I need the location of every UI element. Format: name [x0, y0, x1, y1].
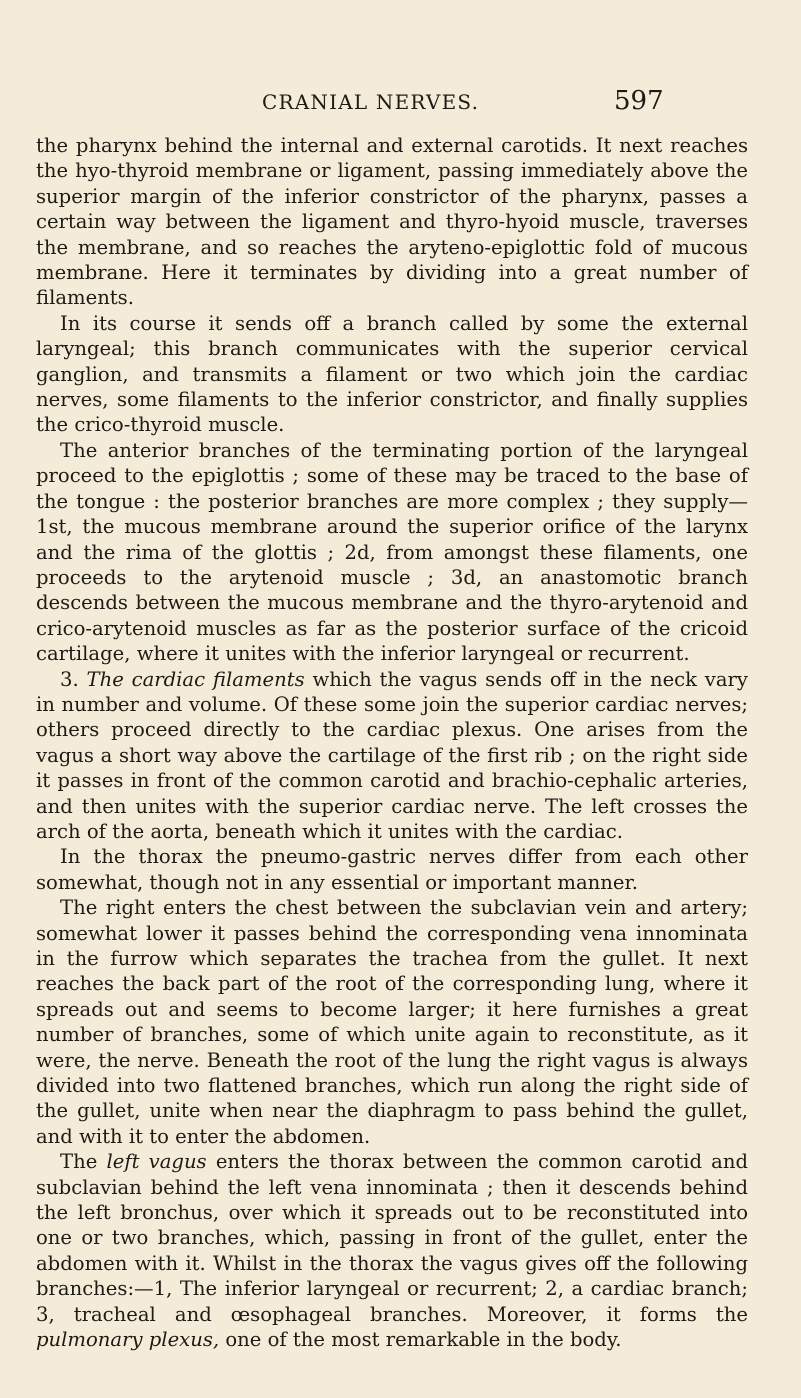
paragraph-3: The anterior branches of the terminating portion of the laryngeal proceed to the epiglottis ; some of these may be traced to the base of the tongue : the posterior branches are more complex ; they supply— 1st, the mucous membrane around the superior orifice of the larynx and the rima of the glottis ; 2d, from amongst these filaments, one proceeds to the arytenoid muscle ; 3d, an anastomotic branch descends between the mucous membrane and the thyro-arytenoid and crico-arytenoid muscles as far as the posterior surface of the cricoid cartilage, where it unites with the inferior laryngeal or recurrent. [36, 438, 748, 666]
body-text [36, 133, 748, 1353]
page-header [0, 86, 801, 116]
paragraph-7-text: enters the thorax between the common carotid and subclavian behind the left vena innominata ; then it descends behind the left bronchus, over which it spreads out to be reconstituted into one or two branches, which, passing in front of the gullet, enter the abdomen with it. Whilst in the thorax the vagus gives off the following branches:—1, The inferior laryngeal or recurrent; 2, a cardiac branch; 3, tracheal and œsophageal branches. Moreover, it forms the [36, 1150, 749, 1326]
paragraph-7-end: one of the most remarkable in the body. [225, 1328, 622, 1352]
paragraph-4-text: which the vagus sends off in the neck vary in number and volume. Of these some join the superior cardiac nerves; others proceed directly to the cardiac plexus. One arises from the vagus a short way above the cartilage of the first rib ; on the right side it passes in front of the common carotid and brachio-cephalic arteries, and then unites with the superior cardiac nerve. The left crosses the arch of the aorta, beneath which it unites with the cardiac. [36, 667, 748, 843]
paragraph-7-lead: The [60, 1150, 98, 1174]
paragraph-6: The right enters the chest between the subclavian vein and artery; somewhat lower it passes behind the corresponding vena innominata in the furrow which separates the trachea from the gullet. It next reaches the back part of the root of the corresponding lung, where it spreads out and seems to become larger; it here furnishes a great number of branches, some of which unite again to reconstitute, as it were, the nerve. Beneath the root of the lung the right vagus is always divided into two flattened branches, which run along the right side of the gullet, unite when near the diaphragm to pass behind the gullet, and with it to enter the abdomen. [36, 896, 748, 1148]
paragraph-7-italic: left vagus [106, 1150, 207, 1174]
paragraph-4-italic: The cardiac filaments [86, 667, 305, 691]
paragraph-4-number: 3. [60, 667, 79, 691]
paragraph-7 [36, 1149, 748, 1352]
paragraph-7-italic-2: pulmonary plexus, [36, 1328, 220, 1352]
paragraph-1: the pharynx behind the internal and external carotids. It next reaches the hyo-thyroid membrane or ligament, passing immediately above the superior margin of the inferior constrictor of the pharynx, passes a certain way between the ligament and thyro-hyoid muscle, traverses the membrane, and so reaches the aryteno-epiglottic fold of mucous membrane. Here it terminates by dividing into a great number of filaments. [36, 134, 748, 310]
paragraph-5: In the thorax the pneumo-gastric nerves differ from each other somewhat, though not in any essential or important manner. [36, 845, 748, 894]
paragraph-2: In its course it sends off a branch called by some the external laryngeal; this branch communicates with the superior cervical ganglion, and transmits a filament or two which join the cardiac nerves, some filaments to the inferior constrictor, and finally supplies the crico-thyroid muscle. [36, 311, 748, 437]
running-title: CRANIAL NERVES. [262, 90, 480, 114]
page-number: 597 [614, 86, 664, 116]
paragraph-4 [36, 667, 748, 845]
